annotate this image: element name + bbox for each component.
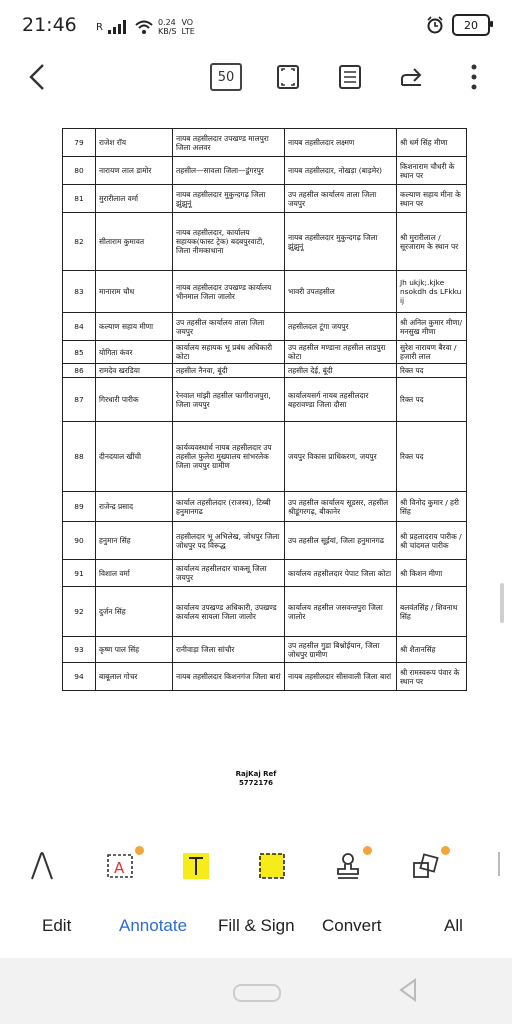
page-count: 50 <box>210 63 242 91</box>
serial-number-cell: 80 <box>63 157 96 185</box>
new-posting-cell: कार्यालय तहसीलदार पेपाट जिला कोटा <box>285 560 397 587</box>
net-type-top: VO <box>181 18 194 27</box>
scrollbar-thumb[interactable] <box>500 583 504 623</box>
more-tools-edge <box>498 852 500 876</box>
new-posting-cell: तहसील देई, बूंदी <box>285 364 397 378</box>
new-posting-cell: जयपुर विकास प्राधिकरण, जयपुर <box>285 422 397 492</box>
system-nav-bar <box>0 958 512 1024</box>
serial-number-cell: 83 <box>63 271 96 313</box>
shapes-icon <box>411 851 441 881</box>
table-row <box>63 271 467 313</box>
employee-name-cell: मुरारीलाल वर्मा <box>96 185 173 213</box>
new-posting-cell: कार्यालयसर्ग नायब तहसीलदार बहरावण्डा जिला दौसा <box>285 378 397 422</box>
ink-icon <box>29 851 55 881</box>
table-row <box>63 663 467 691</box>
current-posting-cell: उप तहसील कार्यालय ताला जिला जयपुर <box>173 313 285 341</box>
net-type-bottom: LTE <box>181 27 195 36</box>
serial-number-cell: 81 <box>63 185 96 213</box>
current-posting-cell: नायब तहसीलदार उपखण्ड मालपुरा जिला अलवर <box>173 129 285 157</box>
net-speed-unit: KB/S <box>157 27 177 36</box>
new-posting-cell: भावरी उपतहसील <box>285 271 397 313</box>
reader-mode-icon <box>338 64 362 90</box>
ink-tool[interactable] <box>24 848 60 884</box>
wifi-icon <box>135 20 153 34</box>
net-type <box>181 18 194 36</box>
current-posting-cell: कार्याल तहसीलदार (राजस्व), टिब्बी हनुमानगढ <box>173 492 285 522</box>
serial-number-cell: 94 <box>63 663 96 691</box>
employee-name-cell: विशाल वर्मा <box>96 560 173 587</box>
serial-number-cell: 90 <box>63 522 96 560</box>
employee-name-cell: दुर्जन सिंह <box>96 587 173 637</box>
new-posting-cell: उप तहसील गुडा बिश्नोईयान, जिला जोधपुर ग्रामीण <box>285 637 397 663</box>
status-bar <box>0 0 512 52</box>
new-posting-cell: उप तहसील सूईयां, जिला हनुमानगढ <box>285 522 397 560</box>
current-posting-cell: कार्यालय सहायक भू प्रबंध अधिकारी कोटा <box>173 341 285 364</box>
serial-number-cell: 86 <box>63 364 96 378</box>
table-row <box>63 378 467 422</box>
remark-cell: श्री विनोद कुमार / हरी सिंह <box>397 492 467 522</box>
serial-number-cell: 85 <box>63 341 96 364</box>
pdf-page <box>0 108 512 832</box>
more-button[interactable] <box>464 60 484 94</box>
current-posting-cell: कार्यव्यवस्थार्थ नायब तहसीलदार उप तहसील फुलेरा मुख्यालय सांभरलेक जिला जयपुर ग्रामीण <box>173 422 285 492</box>
employee-name-cell: योगिता कंवर <box>96 341 173 364</box>
stamp-icon <box>333 851 363 881</box>
clock: 21:46 <box>22 14 77 36</box>
table-row <box>63 157 467 185</box>
text-box-tool[interactable] <box>102 848 138 884</box>
remark-cell: श्री धर्म सिंह मीणा <box>397 129 467 157</box>
highlight-text-tool[interactable] <box>178 848 214 884</box>
home-pill[interactable] <box>233 984 281 1002</box>
table-row <box>63 341 467 364</box>
employee-name-cell: कृष्ण पाल सिंह <box>96 637 173 663</box>
highlight-text-icon <box>181 851 211 881</box>
remark-cell: सुरेश नारायण बैरवा / हजारी लाल <box>397 341 467 364</box>
remark-cell: कल्याण सहाय मीना के स्थान पर <box>397 185 467 213</box>
remark-cell: श्री अनिल कुमार मीणा/ मनसुख मीणा <box>397 313 467 341</box>
table-row <box>63 422 467 492</box>
remark-cell: श्री प्रहलादराय पारीक / श्री चांदमल पारीक <box>397 522 467 560</box>
table-row <box>63 587 467 637</box>
fullscreen-button[interactable] <box>272 60 304 94</box>
signal-icon <box>108 20 130 34</box>
remark-cell: रिक्त पद <box>397 364 467 378</box>
employee-name-cell: सीताराम कुमावत <box>96 213 173 271</box>
new-posting-cell: नायब तहसीलदार सीसवाली जिला बारां <box>285 663 397 691</box>
reference-number: 5772176 <box>238 779 274 787</box>
area-highlight-icon <box>257 851 287 881</box>
viewer-toolbar <box>0 52 512 102</box>
share-button[interactable] <box>396 60 428 94</box>
new-posting-cell: तहसीलदल टूंगा जयपुर <box>285 313 397 341</box>
tab-fill-sign[interactable]: Fill & Sign <box>218 916 295 935</box>
net-speed <box>158 18 177 36</box>
serial-number-cell: 91 <box>63 560 96 587</box>
fullscreen-icon <box>276 64 300 90</box>
current-posting-cell: रेनवाल मांझी तहसील फागीराजपुरा, जिला जयपुर <box>173 378 285 422</box>
tab-edit[interactable]: Edit <box>42 916 72 935</box>
serial-number-cell: 88 <box>63 422 96 492</box>
battery-icon: 20 <box>452 14 490 36</box>
serial-number-cell: 82 <box>63 213 96 271</box>
text-box-icon <box>105 851 135 881</box>
tab-all[interactable]: All <box>444 916 463 935</box>
employee-name-cell: राजेन्द्र प्रसाद <box>96 492 173 522</box>
employee-name-cell: दीनदयाल खींची <box>96 422 173 492</box>
current-posting-cell: नायब तहसीलदार मुकुन्दगढ़ जिला झुंझुनूं <box>173 185 285 213</box>
net-speed-value: 0.24 <box>157 18 176 27</box>
area-highlight-tool[interactable] <box>254 848 290 884</box>
status-icons <box>96 18 195 36</box>
employee-name-cell: कल्याण सहाय मीणा <box>96 313 173 341</box>
alarm-icon <box>426 16 444 34</box>
current-posting-cell: तहसीलदार भू अभिलेख, जोधपुर जिला जोधपुर पद विरूद्ध <box>173 522 285 560</box>
reference-stamp <box>0 770 512 788</box>
back-arrow-icon <box>28 63 46 91</box>
employee-name-cell: नारायण लाल डामोर <box>96 157 173 185</box>
serial-number-cell: 84 <box>63 313 96 341</box>
current-posting-cell: कार्यालय उपखण्ड अधिकारी, उपखण्ड कार्यालय सायला जिला जालोर <box>173 587 285 637</box>
new-posting-cell: नायब तहसीलदार मुकुन्दगढ़ जिला झुंझुनूं <box>285 213 397 271</box>
current-posting-cell: कार्यालय तहसीलदार चाकसू जिला जयपुर <box>173 560 285 587</box>
remark-cell: श्री रामस्वरूप पंवार के स्थान पर <box>397 663 467 691</box>
current-posting-cell: नायब तहसीलदार उपखण्ड कार्यालय भीनमाल जिला जालोर <box>173 271 285 313</box>
tab-annotate[interactable]: Annotate <box>119 916 188 935</box>
reference-label: RajKaj Ref <box>235 770 277 778</box>
employee-name-cell: हनुमान सिंह <box>96 522 173 560</box>
remark-cell: श्री किशन मीणा <box>397 560 467 587</box>
more-icon <box>471 64 477 90</box>
remark-cell: किशनाराम चौधरी के स्थान पर <box>397 157 467 185</box>
page-count-button[interactable] <box>210 60 242 94</box>
annotation-toolbar <box>0 832 512 898</box>
document-viewer[interactable] <box>0 108 512 832</box>
new-posting-cell: नायब तहसीलदार, नोखड़ा (बाड़मेर) <box>285 157 397 185</box>
employee-name-cell: राजेश रॉय <box>96 129 173 157</box>
remark-cell: रिक्त पद <box>397 422 467 492</box>
transfer-table <box>62 128 467 691</box>
table-row <box>63 313 467 341</box>
current-posting-cell: तहसील नैनवा, बूंदी <box>173 364 285 378</box>
serial-number-cell: 92 <box>63 587 96 637</box>
remark-cell: श्री शैतानसिंह <box>397 637 467 663</box>
new-posting-cell: नायब तहसीलदार लक्ष्मण <box>285 129 397 157</box>
reader-mode-button[interactable] <box>334 60 366 94</box>
stamp-tool[interactable] <box>330 848 366 884</box>
serial-number-cell: 87 <box>63 378 96 422</box>
remark-cell: Jh ukjk;.kjke nsokdh ds LFkku ij <box>397 271 467 313</box>
current-posting-cell: नायब तहसीलदार किशनगंज जिला बारां <box>173 663 285 691</box>
table-row <box>63 185 467 213</box>
table-row <box>63 492 467 522</box>
table-row <box>63 129 467 157</box>
remark-cell: रिक्त पद <box>397 378 467 422</box>
new-posting-cell: कार्यालय तहसील जसवन्तपुरा जिला जालोर <box>285 587 397 637</box>
new-posting-cell: उप तहसील कार्यालय ताला जिला जयपुर <box>285 185 397 213</box>
signal-label: R <box>96 21 103 33</box>
new-posting-cell: उप तहसील कार्यालय सूडसर, तहसील श्रीडूंगरगढ़, बीकानेर <box>285 492 397 522</box>
employee-name-cell: रामदेव खरडिया <box>96 364 173 378</box>
premium-badge-icon <box>135 846 144 855</box>
serial-number-cell: 93 <box>63 637 96 663</box>
status-right <box>426 14 490 36</box>
table-row <box>63 560 467 587</box>
bottom-tab-bar <box>0 900 512 954</box>
new-posting-cell: उप तहसील मण्डाना तहसील लाडपुरा कोटा <box>285 341 397 364</box>
premium-badge-icon <box>363 846 372 855</box>
premium-badge-icon <box>441 846 450 855</box>
table-row <box>63 637 467 663</box>
employee-name-cell: बाबूलाल गोचर <box>96 663 173 691</box>
table-row <box>63 522 467 560</box>
current-posting-cell: नायब तहसीलदार, कार्यालय सहायक(फास्ट ट्रेक) बदबपुरवाटी, जिला नीमकाथाना <box>173 213 285 271</box>
remark-cell: श्री मुरारीलाल / सूरजाराम के स्थान पर <box>397 213 467 271</box>
employee-name-cell: मानाराम चौध <box>96 271 173 313</box>
employee-name-cell: गिरधारी पारीक <box>96 378 173 422</box>
tab-convert[interactable]: Convert <box>322 916 382 935</box>
table-row <box>63 213 467 271</box>
back-button[interactable] <box>22 60 52 94</box>
serial-number-cell: 79 <box>63 129 96 157</box>
shapes-tool[interactable] <box>408 848 444 884</box>
serial-number-cell: 89 <box>63 492 96 522</box>
current-posting-cell: रानीवाड़ा जिला सांचौर <box>173 637 285 663</box>
table-row <box>63 364 467 378</box>
nav-back-icon[interactable] <box>398 978 418 1002</box>
remark-cell: बलवंतसिंह / शिवनाथ सिंह <box>397 587 467 637</box>
share-icon <box>399 65 425 89</box>
current-posting-cell: तहसील—सावला जिला—डूंगरपुर <box>173 157 285 185</box>
svg-text:A: A <box>114 859 125 877</box>
